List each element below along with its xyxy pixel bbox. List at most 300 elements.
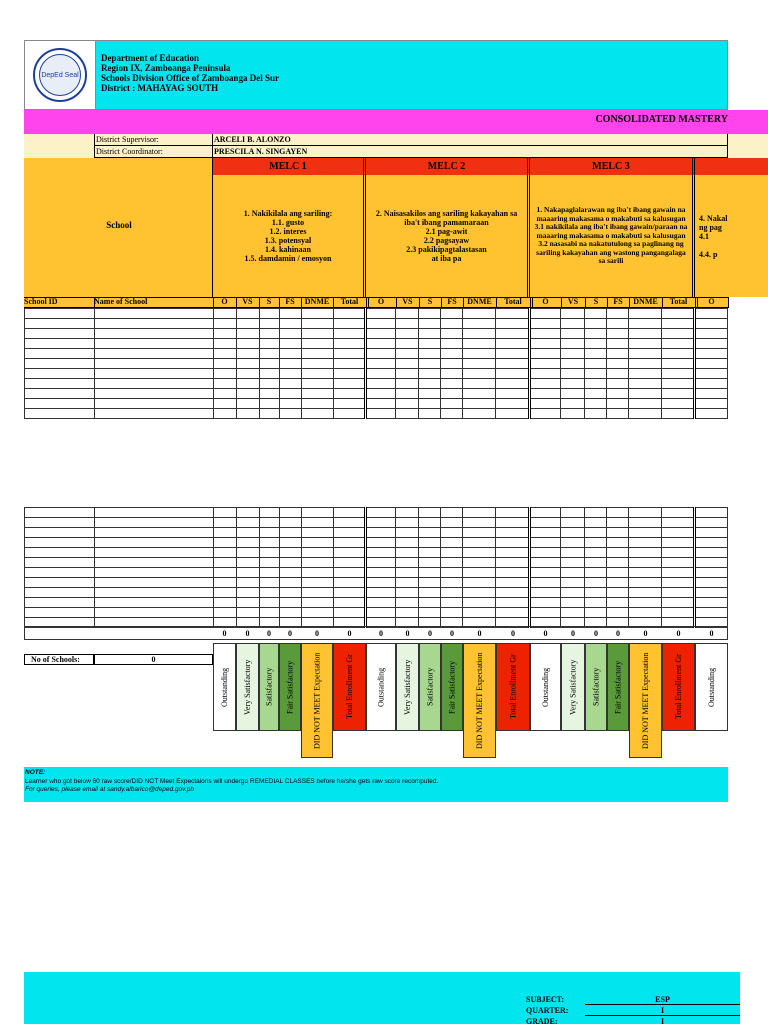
table-cell[interactable] — [463, 309, 496, 319]
table-cell[interactable] — [530, 379, 561, 389]
table-cell[interactable] — [463, 578, 496, 588]
table-cell[interactable] — [496, 379, 530, 389]
table-cell[interactable] — [496, 409, 530, 419]
table-cell[interactable] — [441, 548, 463, 558]
table-cell[interactable] — [561, 538, 585, 548]
table-cell[interactable] — [561, 568, 585, 578]
table-cell[interactable] — [561, 608, 585, 618]
table-cell[interactable] — [441, 409, 463, 419]
table-cell[interactable] — [213, 349, 236, 359]
table-cell[interactable] — [279, 379, 301, 389]
table-cell[interactable] — [561, 409, 585, 419]
table-cell[interactable] — [561, 548, 585, 558]
table-cell[interactable] — [496, 608, 530, 618]
table-cell[interactable] — [441, 369, 463, 379]
table-cell[interactable] — [585, 528, 607, 538]
table-cell[interactable] — [301, 528, 333, 538]
table-cell[interactable] — [419, 309, 441, 319]
table-cell[interactable] — [661, 588, 694, 598]
table-cell[interactable] — [301, 349, 333, 359]
table-cell[interactable] — [463, 409, 496, 419]
table-cell[interactable] — [561, 379, 585, 389]
table-cell[interactable] — [396, 548, 419, 558]
table-cell[interactable] — [301, 518, 333, 528]
table-cell[interactable] — [279, 578, 301, 588]
table-cell[interactable] — [301, 548, 333, 558]
table-cell[interactable] — [694, 578, 727, 588]
table-cell[interactable] — [463, 538, 496, 548]
table-cell[interactable] — [366, 329, 396, 339]
table-cell[interactable] — [236, 369, 259, 379]
table-cell[interactable] — [496, 558, 530, 568]
table-cell[interactable] — [301, 389, 333, 399]
table-cell[interactable] — [441, 349, 463, 359]
table-cell[interactable] — [396, 588, 419, 598]
table-cell[interactable] — [25, 538, 95, 548]
table-cell[interactable] — [301, 409, 333, 419]
table-cell[interactable] — [333, 578, 366, 588]
table-cell[interactable] — [561, 588, 585, 598]
table-cell[interactable] — [530, 399, 561, 409]
table-cell[interactable] — [496, 339, 530, 349]
table-cell[interactable] — [333, 369, 366, 379]
table-cell[interactable] — [419, 349, 441, 359]
table-cell[interactable] — [463, 568, 496, 578]
table-cell[interactable] — [396, 608, 419, 618]
table-cell[interactable] — [661, 518, 694, 528]
table-cell[interactable] — [236, 379, 259, 389]
table-cell[interactable] — [629, 389, 662, 399]
table-cell[interactable] — [561, 359, 585, 369]
table-cell[interactable] — [441, 528, 463, 538]
table-cell[interactable] — [259, 309, 279, 319]
table-cell[interactable] — [629, 598, 662, 608]
table-cell[interactable] — [661, 359, 694, 369]
table-cell[interactable] — [463, 399, 496, 409]
table-cell[interactable] — [279, 588, 301, 598]
table-cell[interactable] — [333, 598, 366, 608]
table-cell[interactable] — [530, 409, 561, 419]
table-cell[interactable] — [661, 409, 694, 419]
table-cell[interactable] — [366, 389, 396, 399]
table-cell[interactable] — [213, 518, 236, 528]
table-cell[interactable] — [585, 369, 607, 379]
table-cell[interactable] — [463, 379, 496, 389]
table-cell[interactable] — [25, 508, 95, 518]
table-cell[interactable] — [463, 608, 496, 618]
table-cell[interactable] — [463, 518, 496, 528]
table-cell[interactable] — [419, 548, 441, 558]
table-cell[interactable] — [629, 518, 662, 528]
table-cell[interactable] — [333, 518, 366, 528]
table-cell[interactable] — [213, 608, 236, 618]
table-cell[interactable] — [94, 558, 213, 568]
table-cell[interactable] — [279, 369, 301, 379]
table-cell[interactable] — [236, 518, 259, 528]
table-cell[interactable] — [279, 319, 301, 329]
table-cell[interactable] — [496, 359, 530, 369]
table-cell[interactable] — [585, 508, 607, 518]
table-cell[interactable] — [607, 588, 629, 598]
table-cell[interactable] — [236, 588, 259, 598]
table-cell[interactable] — [279, 389, 301, 399]
table-cell[interactable] — [585, 359, 607, 369]
table-cell[interactable] — [607, 548, 629, 558]
table-cell[interactable] — [661, 339, 694, 349]
table-cell[interactable] — [661, 379, 694, 389]
table-cell[interactable] — [441, 339, 463, 349]
table-cell[interactable] — [441, 538, 463, 548]
table-cell[interactable] — [279, 548, 301, 558]
table-cell[interactable] — [629, 339, 662, 349]
table-cell[interactable] — [259, 598, 279, 608]
table-cell[interactable] — [366, 558, 396, 568]
table-cell[interactable] — [396, 379, 419, 389]
table-cell[interactable] — [561, 518, 585, 528]
table-cell[interactable] — [301, 339, 333, 349]
table-cell[interactable] — [213, 369, 236, 379]
table-cell[interactable] — [94, 598, 213, 608]
table-cell[interactable] — [236, 409, 259, 419]
table-cell[interactable] — [694, 399, 727, 409]
table-cell[interactable] — [661, 389, 694, 399]
table-cell[interactable] — [530, 369, 561, 379]
table-cell[interactable] — [694, 359, 727, 369]
table-cell[interactable] — [419, 379, 441, 389]
table-cell[interactable] — [419, 369, 441, 379]
table-cell[interactable] — [463, 319, 496, 329]
table-cell[interactable] — [607, 558, 629, 568]
table-cell[interactable] — [496, 389, 530, 399]
table-cell[interactable] — [259, 518, 279, 528]
table-cell[interactable] — [301, 359, 333, 369]
table-cell[interactable] — [396, 329, 419, 339]
table-cell[interactable] — [333, 339, 366, 349]
table-cell[interactable] — [607, 389, 629, 399]
table-cell[interactable] — [661, 309, 694, 319]
table-cell[interactable] — [94, 548, 213, 558]
table-cell[interactable] — [419, 568, 441, 578]
table-cell[interactable] — [530, 528, 561, 538]
table-cell[interactable] — [259, 339, 279, 349]
table-cell[interactable] — [607, 329, 629, 339]
table-cell[interactable] — [259, 409, 279, 419]
table-cell[interactable] — [661, 568, 694, 578]
table-cell[interactable] — [259, 558, 279, 568]
table-cell[interactable] — [561, 389, 585, 399]
table-cell[interactable] — [396, 578, 419, 588]
table-cell[interactable] — [366, 518, 396, 528]
table-cell[interactable] — [441, 389, 463, 399]
table-cell[interactable] — [396, 359, 419, 369]
table-cell[interactable] — [463, 548, 496, 558]
table-cell[interactable] — [496, 399, 530, 409]
table-cell[interactable] — [607, 568, 629, 578]
table-cell[interactable] — [25, 528, 95, 538]
table-cell[interactable] — [301, 329, 333, 339]
table-cell[interactable] — [213, 528, 236, 538]
table-cell[interactable] — [213, 409, 236, 419]
table-cell[interactable] — [279, 598, 301, 608]
table-cell[interactable] — [396, 319, 419, 329]
table-cell[interactable] — [694, 309, 727, 319]
table-cell[interactable] — [585, 349, 607, 359]
table-cell[interactable] — [25, 339, 95, 349]
table-cell[interactable] — [279, 359, 301, 369]
table-cell[interactable] — [396, 518, 419, 528]
table-cell[interactable] — [694, 538, 727, 548]
table-cell[interactable] — [259, 568, 279, 578]
table-cell[interactable] — [463, 329, 496, 339]
table-cell[interactable] — [419, 339, 441, 349]
table-cell[interactable] — [94, 608, 213, 618]
table-cell[interactable] — [259, 528, 279, 538]
table-cell[interactable] — [694, 409, 727, 419]
table-cell[interactable] — [279, 608, 301, 618]
table-cell[interactable] — [607, 369, 629, 379]
table-cell[interactable] — [530, 598, 561, 608]
table-cell[interactable] — [496, 548, 530, 558]
table-cell[interactable] — [396, 508, 419, 518]
table-cell[interactable] — [496, 349, 530, 359]
table-cell[interactable] — [25, 369, 95, 379]
table-cell[interactable] — [629, 369, 662, 379]
table-cell[interactable] — [333, 349, 366, 359]
table-cell[interactable] — [333, 389, 366, 399]
table-cell[interactable] — [94, 339, 213, 349]
table-cell[interactable] — [463, 359, 496, 369]
table-cell[interactable] — [213, 399, 236, 409]
table-cell[interactable] — [585, 309, 607, 319]
table-cell[interactable] — [94, 578, 213, 588]
table-cell[interactable] — [25, 518, 95, 528]
table-cell[interactable] — [333, 399, 366, 409]
table-cell[interactable] — [259, 369, 279, 379]
table-cell[interactable] — [607, 598, 629, 608]
table-cell[interactable] — [279, 339, 301, 349]
table-cell[interactable] — [419, 528, 441, 538]
table-cell[interactable] — [259, 349, 279, 359]
table-cell[interactable] — [396, 399, 419, 409]
table-cell[interactable] — [259, 399, 279, 409]
table-cell[interactable] — [333, 608, 366, 618]
table-cell[interactable] — [463, 349, 496, 359]
table-cell[interactable] — [366, 538, 396, 548]
table-cell[interactable] — [496, 329, 530, 339]
table-cell[interactable] — [94, 588, 213, 598]
table-cell[interactable] — [463, 508, 496, 518]
table-cell[interactable] — [279, 538, 301, 548]
table-cell[interactable] — [301, 588, 333, 598]
table-cell[interactable] — [333, 409, 366, 419]
table-cell[interactable] — [530, 389, 561, 399]
table-cell[interactable] — [419, 608, 441, 618]
table-cell[interactable] — [25, 309, 95, 319]
table-cell[interactable] — [530, 538, 561, 548]
table-cell[interactable] — [94, 568, 213, 578]
table-cell[interactable] — [213, 329, 236, 339]
table-cell[interactable] — [585, 409, 607, 419]
table-cell[interactable] — [661, 578, 694, 588]
table-cell[interactable] — [213, 598, 236, 608]
table-cell[interactable] — [530, 588, 561, 598]
table-cell[interactable] — [419, 508, 441, 518]
table-cell[interactable] — [661, 349, 694, 359]
table-cell[interactable] — [259, 578, 279, 588]
table-cell[interactable] — [607, 518, 629, 528]
table-cell[interactable] — [530, 508, 561, 518]
table-cell[interactable] — [301, 598, 333, 608]
table-cell[interactable] — [607, 319, 629, 329]
table-cell[interactable] — [366, 508, 396, 518]
table-cell[interactable] — [694, 598, 727, 608]
table-cell[interactable] — [419, 588, 441, 598]
table-cell[interactable] — [236, 608, 259, 618]
table-cell[interactable] — [366, 578, 396, 588]
table-cell[interactable] — [496, 319, 530, 329]
table-cell[interactable] — [585, 379, 607, 389]
table-cell[interactable] — [661, 528, 694, 538]
table-cell[interactable] — [585, 568, 607, 578]
table-cell[interactable] — [94, 379, 213, 389]
table-cell[interactable] — [496, 578, 530, 588]
table-cell[interactable] — [561, 558, 585, 568]
table-cell[interactable] — [279, 568, 301, 578]
table-cell[interactable] — [607, 608, 629, 618]
table-cell[interactable] — [25, 359, 95, 369]
table-cell[interactable] — [396, 409, 419, 419]
table-cell[interactable] — [661, 369, 694, 379]
table-cell[interactable] — [236, 319, 259, 329]
table-cell[interactable] — [694, 369, 727, 379]
table-cell[interactable] — [396, 568, 419, 578]
table-cell[interactable] — [333, 588, 366, 598]
table-cell[interactable] — [236, 359, 259, 369]
table-cell[interactable] — [259, 319, 279, 329]
table-cell[interactable] — [25, 379, 95, 389]
table-cell[interactable] — [259, 538, 279, 548]
table-cell[interactable] — [279, 528, 301, 538]
table-cell[interactable] — [94, 508, 213, 518]
table-cell[interactable] — [259, 389, 279, 399]
table-cell[interactable] — [366, 548, 396, 558]
table-cell[interactable] — [463, 528, 496, 538]
table-cell[interactable] — [213, 578, 236, 588]
table-cell[interactable] — [94, 309, 213, 319]
table-cell[interactable] — [463, 558, 496, 568]
table-cell[interactable] — [236, 598, 259, 608]
table-cell[interactable] — [694, 389, 727, 399]
table-cell[interactable] — [396, 538, 419, 548]
table-cell[interactable] — [279, 329, 301, 339]
table-cell[interactable] — [530, 339, 561, 349]
table-cell[interactable] — [694, 349, 727, 359]
table-cell[interactable] — [94, 518, 213, 528]
table-cell[interactable] — [607, 309, 629, 319]
table-cell[interactable] — [694, 508, 727, 518]
table-cell[interactable] — [419, 319, 441, 329]
table-cell[interactable] — [629, 588, 662, 598]
table-cell[interactable] — [694, 608, 727, 618]
table-cell[interactable] — [94, 528, 213, 538]
table-cell[interactable] — [629, 379, 662, 389]
table-cell[interactable] — [279, 518, 301, 528]
table-cell[interactable] — [661, 608, 694, 618]
table-cell[interactable] — [366, 369, 396, 379]
table-cell[interactable] — [530, 568, 561, 578]
table-cell[interactable] — [629, 548, 662, 558]
table-cell[interactable] — [585, 538, 607, 548]
table-cell[interactable] — [530, 359, 561, 369]
table-cell[interactable] — [561, 369, 585, 379]
table-cell[interactable] — [396, 558, 419, 568]
table-cell[interactable] — [661, 319, 694, 329]
table-cell[interactable] — [661, 558, 694, 568]
table-cell[interactable] — [301, 578, 333, 588]
table-cell[interactable] — [496, 598, 530, 608]
table-cell[interactable] — [585, 578, 607, 588]
table-cell[interactable] — [366, 339, 396, 349]
table-cell[interactable] — [333, 379, 366, 389]
table-cell[interactable] — [259, 359, 279, 369]
table-cell[interactable] — [279, 349, 301, 359]
table-cell[interactable] — [419, 518, 441, 528]
table-cell[interactable] — [629, 329, 662, 339]
table-cell[interactable] — [419, 389, 441, 399]
table-cell[interactable] — [585, 329, 607, 339]
table-cell[interactable] — [561, 339, 585, 349]
table-cell[interactable] — [661, 538, 694, 548]
table-cell[interactable] — [25, 349, 95, 359]
table-cell[interactable] — [301, 508, 333, 518]
table-cell[interactable] — [366, 359, 396, 369]
table-cell[interactable] — [496, 528, 530, 538]
table-cell[interactable] — [94, 369, 213, 379]
table-cell[interactable] — [213, 359, 236, 369]
table-cell[interactable] — [366, 608, 396, 618]
table-cell[interactable] — [561, 598, 585, 608]
table-cell[interactable] — [441, 608, 463, 618]
table-cell[interactable] — [396, 598, 419, 608]
table-cell[interactable] — [25, 588, 95, 598]
table-cell[interactable] — [419, 409, 441, 419]
table-cell[interactable] — [441, 588, 463, 598]
table-cell[interactable] — [629, 608, 662, 618]
table-cell[interactable] — [661, 598, 694, 608]
table-cell[interactable] — [607, 538, 629, 548]
table-cell[interactable] — [213, 558, 236, 568]
table-cell[interactable] — [236, 399, 259, 409]
table-cell[interactable] — [279, 409, 301, 419]
table-cell[interactable] — [441, 518, 463, 528]
table-cell[interactable] — [585, 588, 607, 598]
table-cell[interactable] — [25, 578, 95, 588]
table-cell[interactable] — [694, 528, 727, 538]
table-cell[interactable] — [259, 329, 279, 339]
table-cell[interactable] — [496, 369, 530, 379]
table-cell[interactable] — [530, 558, 561, 568]
table-cell[interactable] — [694, 588, 727, 598]
table-cell[interactable] — [496, 508, 530, 518]
table-cell[interactable] — [236, 558, 259, 568]
table-cell[interactable] — [419, 598, 441, 608]
table-cell[interactable] — [530, 578, 561, 588]
table-cell[interactable] — [213, 538, 236, 548]
table-cell[interactable] — [333, 329, 366, 339]
table-cell[interactable] — [463, 598, 496, 608]
table-cell[interactable] — [301, 558, 333, 568]
table-cell[interactable] — [607, 508, 629, 518]
